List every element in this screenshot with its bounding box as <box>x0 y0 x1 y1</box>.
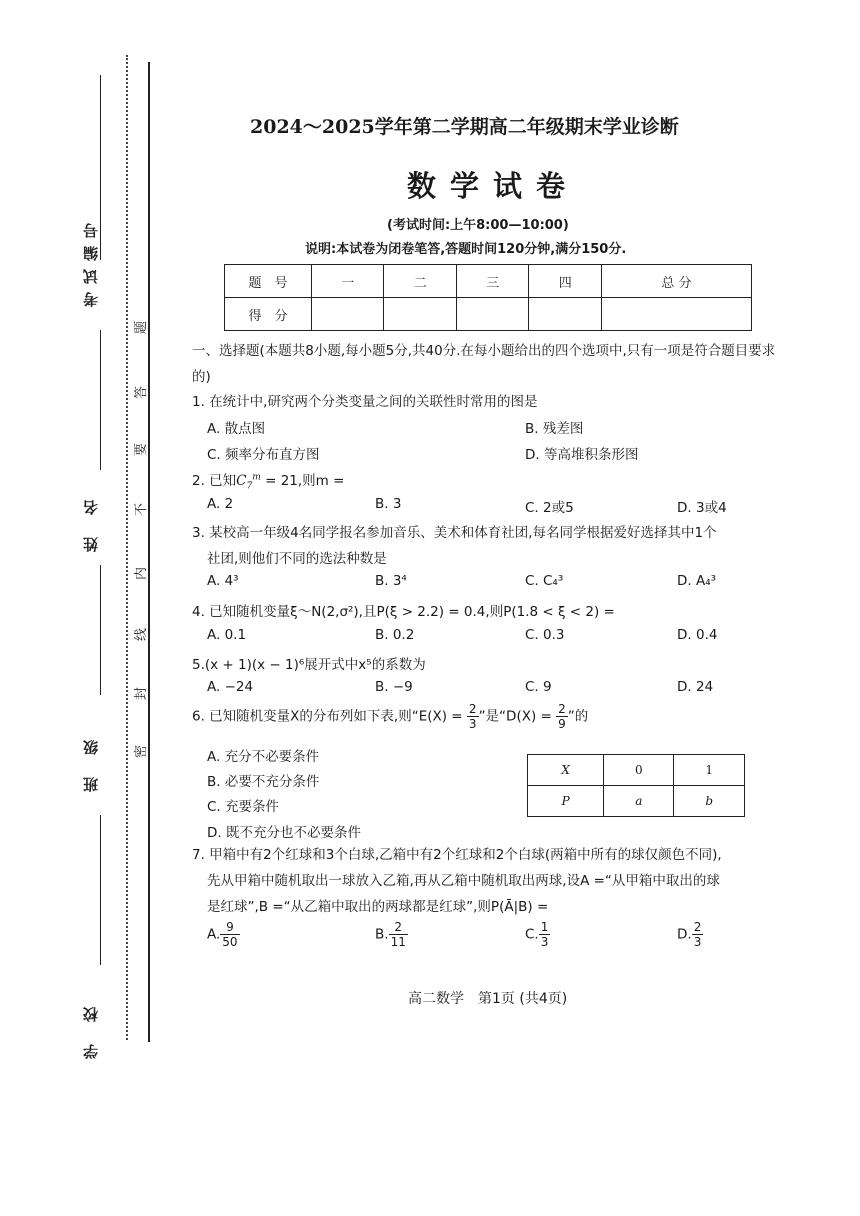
dist-cell: P <box>528 786 604 817</box>
subject-title: 数学试卷 <box>407 169 580 203</box>
stem-text: 2. 已知 <box>192 473 237 489</box>
seal-char: 要 <box>134 442 150 457</box>
option-d: D. 24 <box>677 679 714 695</box>
fraction: $\frac{2}{3}$ <box>468 702 477 731</box>
option-a: A. 2 <box>207 496 234 512</box>
option-c: C. 充要条件 <box>207 799 280 815</box>
dist-cell: 0 <box>604 755 674 786</box>
question-stem <box>192 469 344 492</box>
option-b: B. 0.2 <box>375 627 415 643</box>
question-stem: 3. 某校高一年级4名同学报名参加音乐、美术和体育社团,每名同学根据爱好选择其中1个 <box>192 525 717 541</box>
option-d: D. $\frac{2}{3}$ <box>677 920 702 949</box>
score-cell[interactable] <box>312 298 384 331</box>
option-a: A. $\frac{9}{50}$ <box>207 920 238 949</box>
seal-char: 线 <box>134 627 150 642</box>
option-b: B. $\frac{2}{11}$ <box>375 920 406 949</box>
school-label: 学校 <box>82 985 100 1059</box>
school-line <box>100 815 101 965</box>
score-header-cell: 总 分 <box>601 265 751 298</box>
dist-cell: a <box>604 786 674 817</box>
option-c: C. $\frac{1}{3}$ <box>525 920 549 949</box>
option-b: B. −9 <box>375 679 413 695</box>
score-header-cell: 三 <box>456 265 528 298</box>
score-cell[interactable] <box>529 298 601 331</box>
seal-char: 内 <box>134 566 150 581</box>
fraction: $\frac{1}{3}$ <box>540 920 549 949</box>
dist-cell: X <box>528 755 604 786</box>
question-stem: 1. 在统计中,研究两个分类变量之间的关联性时常用的图是 <box>192 394 538 410</box>
name-line <box>100 330 101 470</box>
dist-cell: 1 <box>674 755 745 786</box>
score-cell[interactable] <box>601 298 751 331</box>
option-b: B. 3⁴ <box>375 573 407 589</box>
seal-char: 题 <box>134 320 150 335</box>
question-stem: 5.(x + 1)(x − 1)⁶展开式中x⁵的系数为 <box>192 657 426 673</box>
score-header-cell: 一 <box>312 265 384 298</box>
distribution-table <box>527 754 745 817</box>
exam-number-label: 考试编号 <box>82 215 100 307</box>
name-label: 姓名 <box>82 478 100 552</box>
stem-text: ”是“D(X) = <box>478 708 552 725</box>
option-d: D. 等高堆积条形图 <box>525 447 639 463</box>
option-b: B. 残差图 <box>525 421 584 437</box>
exam-title: 2024～2025学年第二学期高二年级期末学业诊断 <box>250 116 679 138</box>
question-stem-cont: 先从甲箱中随机取出一球放入乙箱,再从乙箱中随机取出两球,设A =“从甲箱中取出的球 <box>207 873 720 889</box>
score-cell[interactable] <box>384 298 456 331</box>
exam-note: 说明:本试卷为闭卷笔答,答题时间120分钟,满分150分. <box>305 242 627 257</box>
stem-text: = 21,则m = <box>260 473 345 489</box>
option-b: B. 3 <box>375 496 402 512</box>
score-header-cell: 二 <box>384 265 456 298</box>
option-a: A. 充分不必要条件 <box>207 749 320 765</box>
page-footer: 高二数学 第1页 (共4页) <box>408 991 568 1007</box>
option-d: D. A₄³ <box>677 573 717 589</box>
seal-char: 不 <box>134 502 150 517</box>
option-a: A. 0.1 <box>207 627 247 643</box>
option-c: C. 2或5 <box>525 500 574 516</box>
section-heading: 一、选择题(本题共8小题,每小题5分,共40分.在每小题给出的四个选项中,只有一项是符合题目要求的) <box>192 343 776 385</box>
question-stem: 4. 已知随机变量ξ～N(2,σ²),且P(ξ > 2.2) = 0.4,则P(1.8 < ξ < 2) = <box>192 604 615 620</box>
class-label: 班级 <box>82 718 100 792</box>
seal-char: 答 <box>134 385 150 400</box>
option-d: D. 3或4 <box>677 500 727 516</box>
stem-text: ”的 <box>567 708 589 725</box>
option-a: A. 4³ <box>207 573 239 589</box>
score-row-label: 得 分 <box>225 298 312 331</box>
score-header-cell: 四 <box>529 265 601 298</box>
option-c: C. C₄³ <box>525 573 564 589</box>
fraction: $\frac{2}{9}$ <box>558 702 566 731</box>
score-header-cell: 题 号 <box>225 265 312 298</box>
exam-time: (考试时间:上午8:00—10:00) <box>387 218 569 233</box>
option-c: C. 0.3 <box>525 627 565 643</box>
seal-char: 封 <box>134 686 150 701</box>
option-d: D. 0.4 <box>677 627 718 643</box>
fraction: $\frac{9}{50}$ <box>222 920 238 949</box>
seal-char: 密 <box>134 744 150 759</box>
score-table <box>224 264 752 331</box>
option-d: D. 既不充分也不必要条件 <box>207 825 361 841</box>
question-stem <box>192 702 588 731</box>
fraction: $\frac{2}{11}$ <box>390 920 406 949</box>
fraction: $\frac{2}{3}$ <box>693 920 702 949</box>
question-stem-cont: 是红球”,B =“从乙箱中取出的两球都是红球”,则P(Ā|B) = <box>207 899 549 915</box>
class-line <box>100 565 101 695</box>
combination-symbol: $C_7^m$ <box>236 472 261 492</box>
dist-cell: b <box>674 786 745 817</box>
seal-solid-line <box>148 62 150 1042</box>
question-stem-cont: 社团,则他们不同的选法种数是 <box>207 551 387 567</box>
stem-text: 6. 已知随机变量X的分布列如下表,则“E(X) = <box>192 708 463 725</box>
option-c: C. 频率分布直方图 <box>207 447 320 463</box>
option-a: A. −24 <box>207 679 254 695</box>
option-c: C. 9 <box>525 679 552 695</box>
option-a: A. 散点图 <box>207 421 266 437</box>
score-cell[interactable] <box>456 298 528 331</box>
option-b: B. 必要不充分条件 <box>207 774 320 790</box>
seal-dotted-line <box>126 55 128 1040</box>
question-stem: 7. 甲箱中有2个红球和3个白球,乙箱中有2个红球和2个白球(两箱中所有的球仅颜色不同), <box>192 847 722 863</box>
